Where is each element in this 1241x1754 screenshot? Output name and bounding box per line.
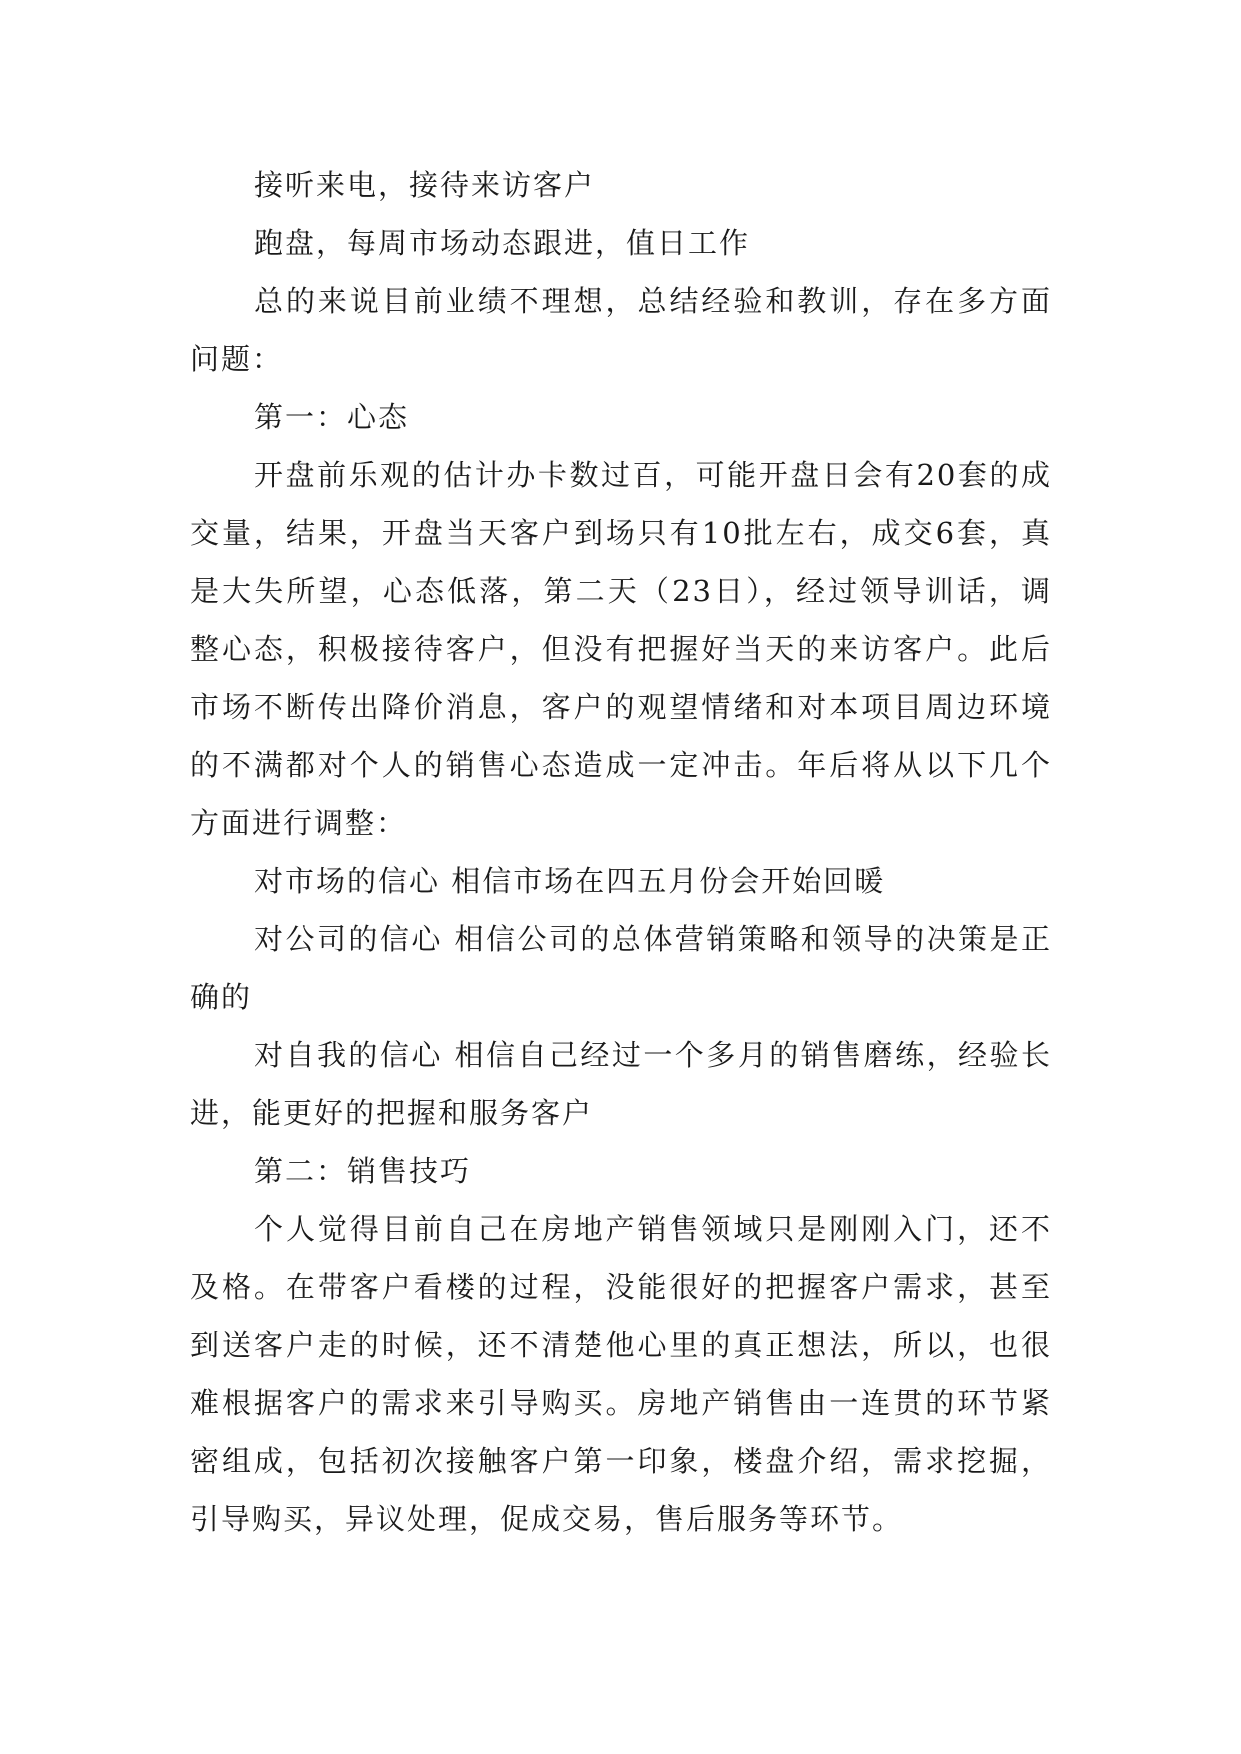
document-body [190, 156, 1052, 1548]
paragraph-6: 对市场的信心 相信市场在四五月份会开始回暖 [254, 864, 886, 898]
section-heading-mindset: 第一：心态 [254, 400, 410, 434]
paragraph-1: 接听来电，接待来访客户 [254, 168, 596, 202]
paragraph-8: 对自我的信心 相信自己经过一个多月的销售磨练，经验长进，能更好的把握和服务客户 [190, 1038, 1052, 1130]
paragraph-10: 个人觉得目前自己在房地产销售领域只是刚刚入门，还不及格。在带客户看楼的过程，没能很好的把握客户需求，甚至到送客户走的时候，还不清楚他心里的真正想法，所以，也很难根据客户的需求来引导购买。房地产销售由一连贯的环节紧密组成，包括初次接触客户第一印象，楼盘介绍，需求挖掘，引导购买，异议处理，促成交易，售后服务等环节。 [190, 1212, 1052, 1536]
paragraph-2: 跑盘，每周市场动态跟进，值日工作 [254, 226, 751, 260]
paragraph-5: 开盘前乐观的估计办卡数过百，可能开盘日会有20套的成交量，结果，开盘当天客户到场只有10批左右，成交6套，真是大失所望，心态低落，第二天（23日），经过领导训话，调整心态，积极接待客户，但没有把握好当天的来访客户。此后市场不断传出降价消息，客户的观望情绪和对本项目周边环境的不满都对个人的销售心态造成一定冲击。年后将从以下几个方面进行调整： [190, 458, 1052, 840]
paragraph-3: 总的来说目前业绩不理想，总结经验和教训，存在多方面问题： [190, 284, 1052, 376]
paragraph-7: 对公司的信心 相信公司的总体营销策略和领导的决策是正确的 [190, 922, 1052, 1014]
section-heading-sales-skills: 第二：销售技巧 [254, 1154, 472, 1188]
